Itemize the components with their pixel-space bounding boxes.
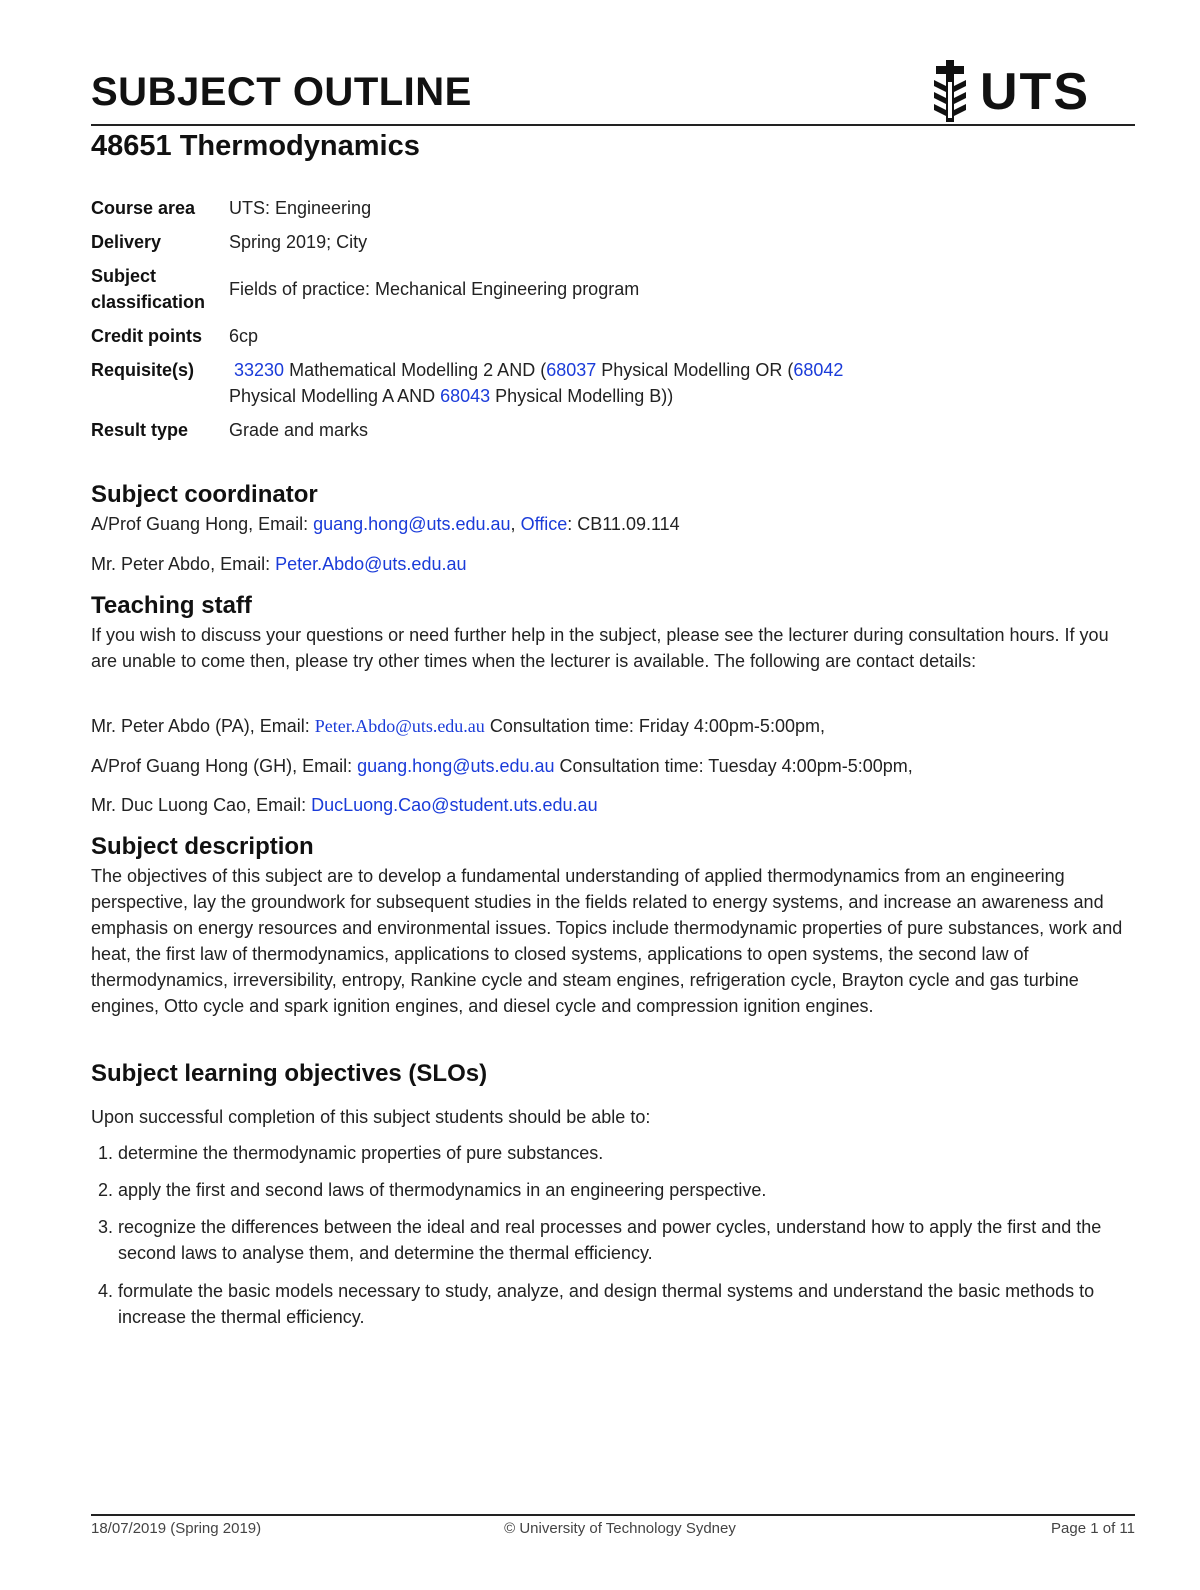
footer-divider: [91, 1514, 1135, 1516]
slo-item: [91, 1140, 1131, 1166]
slo-heading: Subject learning objectives (SLOs): [91, 1060, 488, 1087]
info-value: Fields of practice: Mechanical Engineering program: [229, 279, 640, 299]
requisite-text: Physical Modelling B)): [490, 386, 674, 406]
slo-intro: Upon successful completion of this subject students should be able to:: [91, 1107, 651, 1127]
info-label-line: classification: [91, 292, 206, 312]
info-row-course-area: [91, 195, 1091, 221]
info-label: Result type: [91, 420, 189, 440]
info-label: [91, 263, 229, 315]
info-value: Spring 2019; City: [229, 232, 368, 252]
slo-text: formulate the basic models necessary to study, analyze, and design thermal systems and understand the basic methods to increase the thermal efficiency.: [118, 1281, 1095, 1327]
info-label: Credit points: [91, 326, 202, 346]
info-label-line: Subject: [91, 266, 157, 286]
coordinator-line-2: [91, 551, 1131, 577]
requisite-text: Physical Modelling OR (: [596, 360, 794, 380]
slo-number: 4.: [98, 1281, 114, 1301]
staff-text: A/Prof Guang Hong (GH), Email:: [91, 756, 358, 776]
coordinator-text: Mr. Peter Abdo, Email:: [91, 554, 276, 574]
uts-crest-icon: [928, 60, 972, 122]
slo-number: 2.: [98, 1180, 114, 1200]
info-row-credit-points: [91, 323, 1091, 349]
slo-item: [91, 1278, 1131, 1330]
info-value: 6cp: [229, 326, 259, 346]
requisite-link-33230[interactable]: 33230: [234, 360, 285, 380]
info-value: [229, 357, 843, 409]
office-link[interactable]: Office: [520, 514, 568, 534]
teaching-staff-intro: If you wish to discuss your questions or need further help in the subject, please see the lecturer during consultation hours. If you are unable to come then, please try other times when the lecturer is available. The following are contact details:: [91, 625, 1109, 671]
footer-copyright: © University of Technology Sydney: [504, 1520, 736, 1537]
slo-number: 1.: [98, 1143, 114, 1163]
requisite-text: Physical Modelling A AND: [229, 386, 441, 406]
info-row-requisites: [91, 357, 1091, 409]
document-title: SUBJECT OUTLINE: [91, 70, 472, 114]
info-label: Course area: [91, 198, 196, 218]
email-link-duc-luong-cao[interactable]: DucLuong.Cao@student.uts.edu.au: [311, 795, 598, 815]
coordinator-text: : CB11.09.114: [567, 514, 680, 534]
subject-title: 48651 Thermodynamics: [91, 130, 420, 162]
slo-text: apply the first and second laws of thermodynamics in an engineering perspective.: [118, 1180, 767, 1200]
info-row-classification: [91, 263, 1091, 315]
email-link-peter-abdo[interactable]: Peter.Abdo@uts.edu.au: [275, 554, 467, 574]
info-value: Grade and marks: [229, 420, 369, 440]
coordinator-line-1: [91, 511, 1131, 537]
requisite-link-68037[interactable]: 68037: [546, 360, 597, 380]
staff-text: Consultation time: Friday 4:00pm-5:00pm,: [484, 716, 825, 736]
slo-text: recognize the differences between the ideal and real processes and power cycles, understand how to apply the first and the second laws to analyse them, and determine the thermal efficiency.: [118, 1217, 1102, 1263]
info-row-delivery: [91, 229, 1091, 255]
slo-item: [91, 1177, 1131, 1203]
footer-page-number: Page 1 of 11: [1051, 1520, 1135, 1537]
info-label: Requisite(s): [91, 360, 195, 380]
staff-line-1: [91, 713, 1131, 739]
staff-text: Mr. Peter Abdo (PA), Email:: [91, 716, 315, 736]
header-divider: [91, 124, 1135, 126]
uts-logo: [928, 60, 1098, 124]
email-link-peter-abdo[interactable]: Peter.Abdo@uts.edu.au: [314, 716, 485, 736]
info-value: UTS: Engineering: [229, 198, 372, 218]
requisite-text: Mathematical Modelling 2 AND (: [284, 360, 547, 380]
staff-line-3: [91, 792, 1131, 818]
coordinator-heading: Subject coordinator: [91, 481, 318, 508]
description-text: The objectives of this subject are to develop a fundamental understanding of applied thermodynamics from an engineering perspective, lay the groundwork for subsequent studies in the fields related to energy systems, and increase an awareness and emphasis on energy resources and environmental issues. Topics include thermodynamic properties of pure substances, work and heat, the first law of thermodynamics, applications to closed systems, applications to open systems, the second law of thermodynamics, irreversibility, entropy, Rankine cycle and steam engines, refrigeration cycle, Brayton cycle and gas turbine engines, Otto cycle and spark ignition engines, and diesel cycle and compression ignition engines.: [91, 866, 1123, 1016]
info-label: Delivery: [91, 232, 162, 252]
description-heading: Subject description: [91, 833, 314, 860]
info-row-result-type: [91, 417, 1091, 443]
requisite-link-68042[interactable]: 68042: [793, 360, 844, 380]
uts-logo-text: UTS: [980, 63, 1090, 121]
subject-info-table: [91, 195, 1091, 443]
footer-date: 18/07/2019 (Spring 2019): [91, 1520, 262, 1537]
email-link-guang-hong[interactable]: guang.hong@uts.edu.au: [357, 756, 555, 776]
email-link-guang-hong[interactable]: guang.hong@uts.edu.au: [313, 514, 511, 534]
coordinator-text: ,: [510, 514, 521, 534]
requisite-link-68043[interactable]: 68043: [440, 386, 491, 406]
staff-text: Mr. Duc Luong Cao, Email:: [91, 795, 312, 815]
slo-number: 3.: [98, 1217, 114, 1237]
staff-text: Consultation time: Tuesday 4:00pm-5:00pm,: [554, 756, 913, 776]
slo-item: [91, 1214, 1131, 1266]
coordinator-text: A/Prof Guang Hong, Email:: [91, 514, 314, 534]
slo-text: determine the thermodynamic properties of pure substances.: [118, 1143, 604, 1163]
teaching-staff-heading: Teaching staff: [91, 592, 252, 619]
staff-line-2: [91, 753, 1131, 779]
